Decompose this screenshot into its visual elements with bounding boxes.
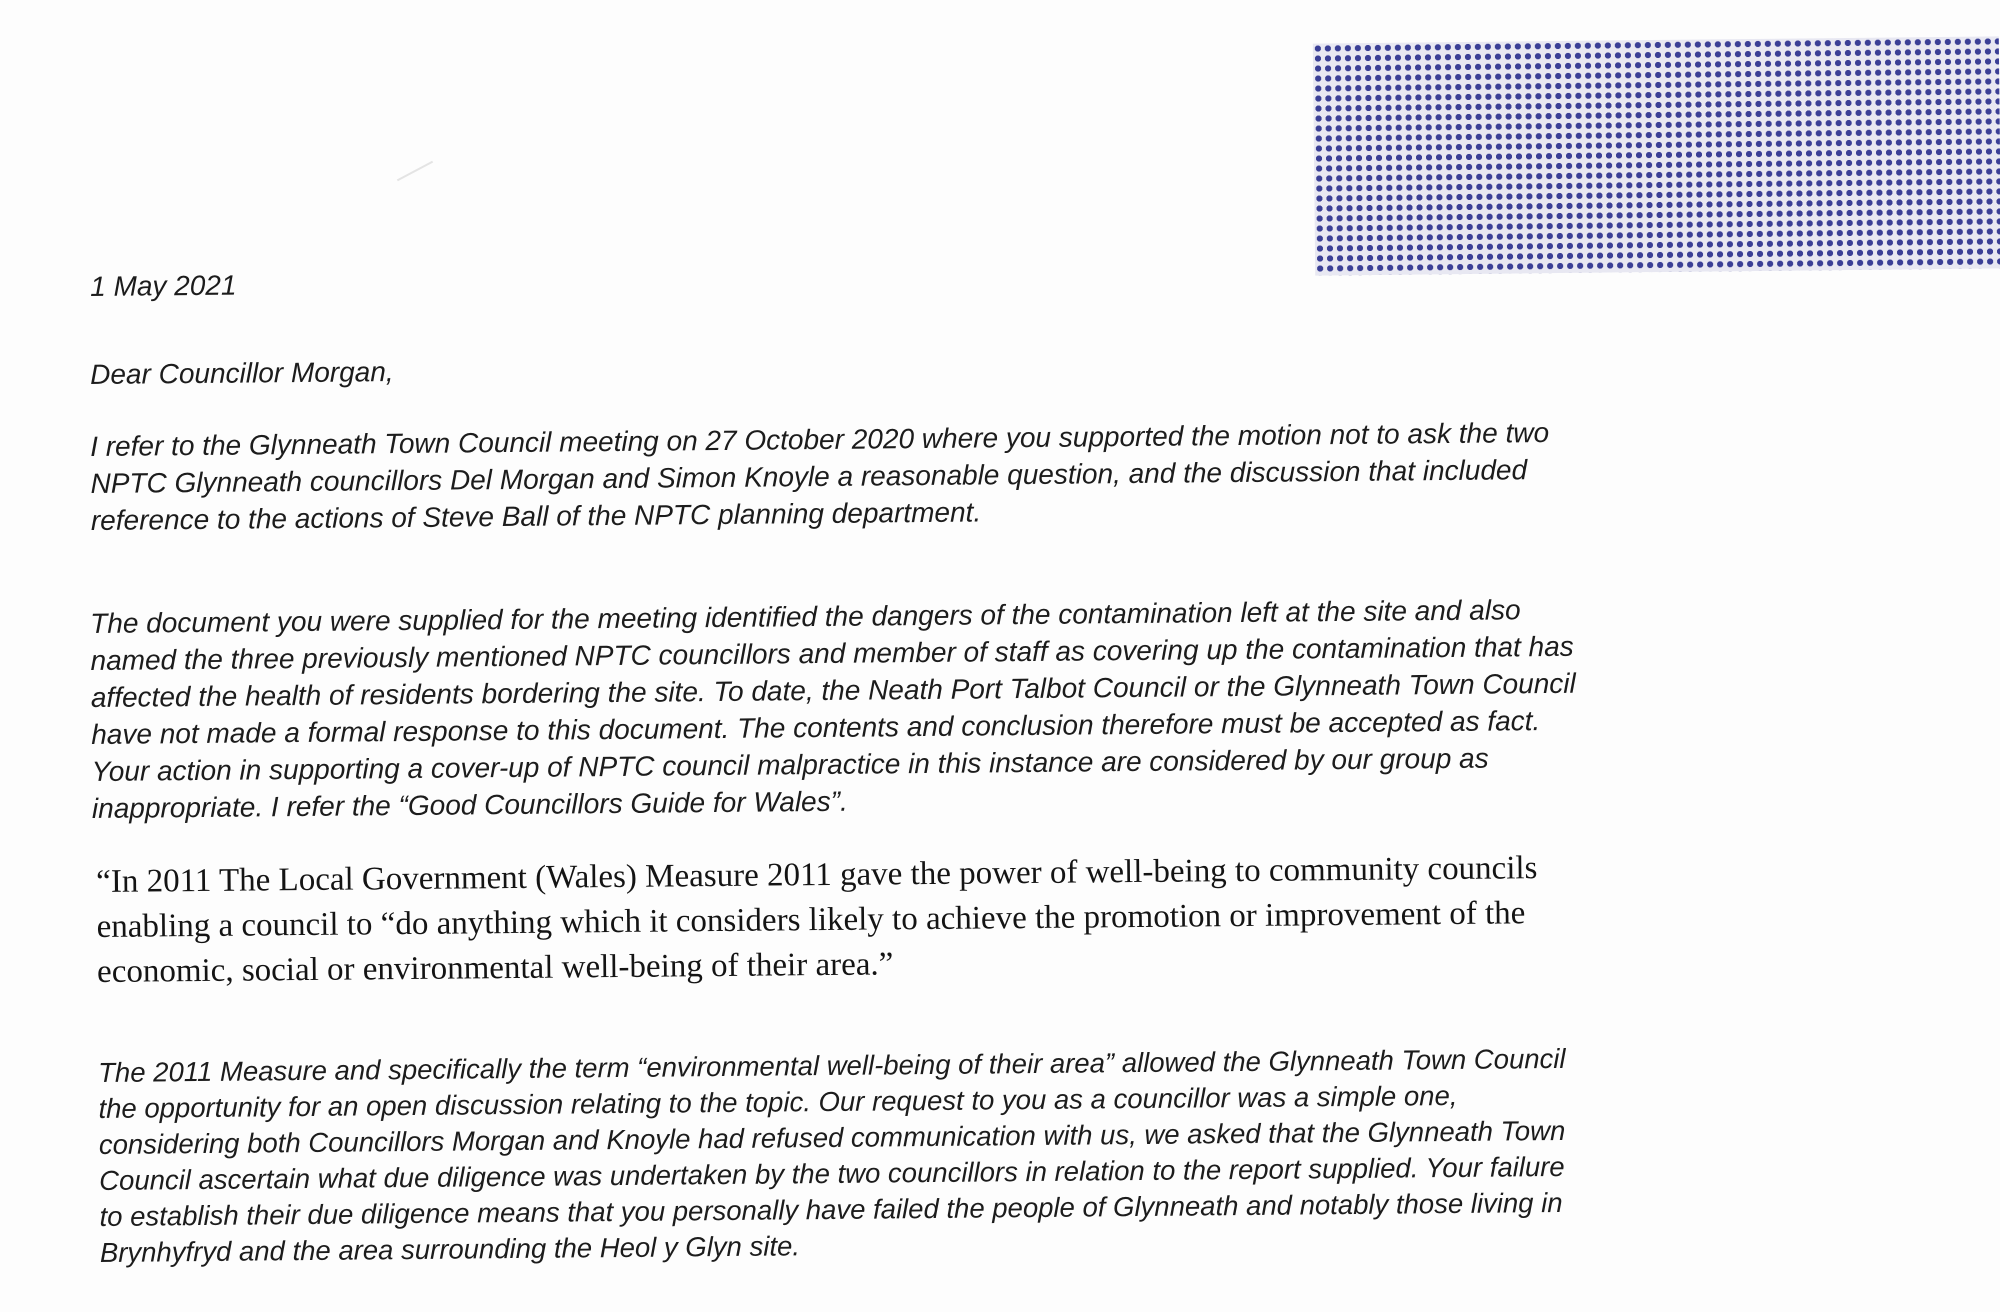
quoted-measure-2011: “In 2011 The Local Government (Wales) Measure 2011 gave the power of well-being to community councils enabling a council to “do anything which it considers likely to achieve the promotion or improvement of the economic, social or environmental well-being of their area.”	[96, 850, 1538, 990]
paragraph-meeting-reference: I refer to the Glynneath Town Council meeting on 27 October 2020 where you supported the motion not to ask the two NPTC Glynneath councillors Del Morgan and Simon Knoyle a reasonable question, and the discussion that included reference to the actions of Steve Ball of the NPTC planning department.	[90, 416, 1550, 536]
letter-salutation: Dear Councillor Morgan,	[90, 356, 394, 390]
letter-date: 1 May 2021	[90, 269, 237, 302]
scan-artifact	[397, 161, 433, 182]
paragraph-due-diligence: The 2011 Measure and specifically the term “environmental well-being of their area” allowed the Glynneath Town Council the opportunity for an open discussion relating to the topic. Our request to you as a councillor was a simple one, considering both Councillors Morgan and Knoyle had refused communication with us, we asked that the Glynneath Town Council ascertain what due diligence was undertaken by the two councillors in relation to the report supplied. Your failure to establish their due diligence means that you personally have failed the people of Glynneath and notably those living in Brynhyfryd and the area surrounding the Heol y Glyn site.	[98, 1042, 1566, 1268]
paragraph-document-contamination: The document you were supplied for the meeting identified the dangers of the contamination left at the site and also named the three previously mentioned NPTC councillors and member of staff as covering up the contamination that has affected the health of residents bordering the site. To date, the Neath Port Talbot Council or the Glynneath Town Council have not made a formal response to this document. The contents and conclusion therefore must be accepted as fact. Your action in supporting a cover-up of NPTC council malpractice in this instance are considered by our group as inappropriate. I refer the “Good Councillors Guide for Wales”.	[90, 594, 1576, 824]
redaction-block	[1313, 36, 2000, 275]
